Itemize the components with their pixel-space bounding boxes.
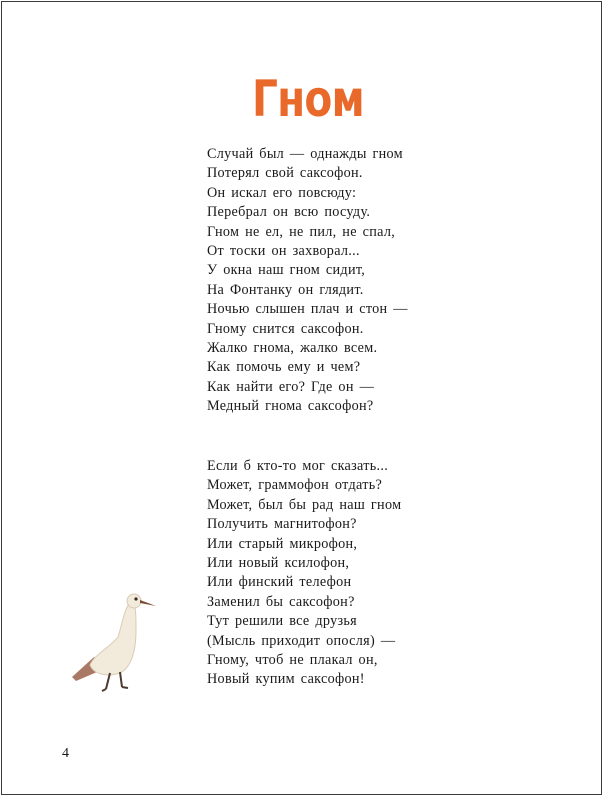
- page-number: 4: [62, 746, 69, 761]
- poem-line: Как найти его? Где он —: [207, 378, 375, 395]
- poem-line: Ночью слышен плач и стон —: [207, 301, 408, 318]
- poem-line: На Фонтанку он глядит.: [207, 281, 364, 298]
- poem-line: Гном не ел, не пил, не спал,: [207, 223, 396, 240]
- poem-line: Заменил бы саксофон?: [207, 593, 355, 610]
- page-title: [248, 70, 368, 128]
- poem-stanza-2: [207, 457, 401, 690]
- poem-line: Потерял свой саксофон.: [207, 165, 363, 182]
- poem-line: Тут решили все друзья: [207, 613, 357, 630]
- poem-line: Может, граммофон отдать?: [207, 477, 383, 494]
- poem-line: Гному, чтоб не плакал он,: [207, 652, 378, 669]
- poem-line: Может, был бы рад наш гном: [207, 496, 402, 513]
- poem-line: Получить магнитофон?: [207, 516, 357, 533]
- bird-icon: [64, 585, 164, 695]
- title-text: Гном: [252, 70, 364, 128]
- poem-line: Или финский телефон: [207, 574, 352, 591]
- poem-line: Гному снится саксофон.: [207, 320, 364, 337]
- poem-stanza-1: [207, 145, 408, 417]
- poem-line: Жалко гнома, жалко всем.: [207, 340, 378, 357]
- bird-illustration: [64, 585, 164, 695]
- poem-line: Новый купим саксофон!: [207, 671, 365, 688]
- poem-line: Медный гнома саксофон?: [207, 398, 374, 415]
- poem-line: Или новый ксилофон,: [207, 555, 350, 572]
- poem-line: Как помочь ему и чем?: [207, 359, 361, 376]
- poem-line: Он искал его повсюду:: [207, 184, 357, 201]
- title-lettering: [248, 70, 368, 128]
- poem-line: Случай был — однажды гном: [207, 146, 403, 162]
- poem-line: От тоски он захворал...: [207, 243, 360, 260]
- poem-line: У окна наш гном сидит,: [207, 262, 366, 279]
- poem-line: Перебрал он всю посуду.: [207, 204, 371, 221]
- poem-line: Если б кто-то мог сказать...: [207, 458, 389, 474]
- poem-line: (Мысль приходит опосля) —: [207, 632, 396, 649]
- poem-line: Или старый микрофон,: [207, 535, 358, 552]
